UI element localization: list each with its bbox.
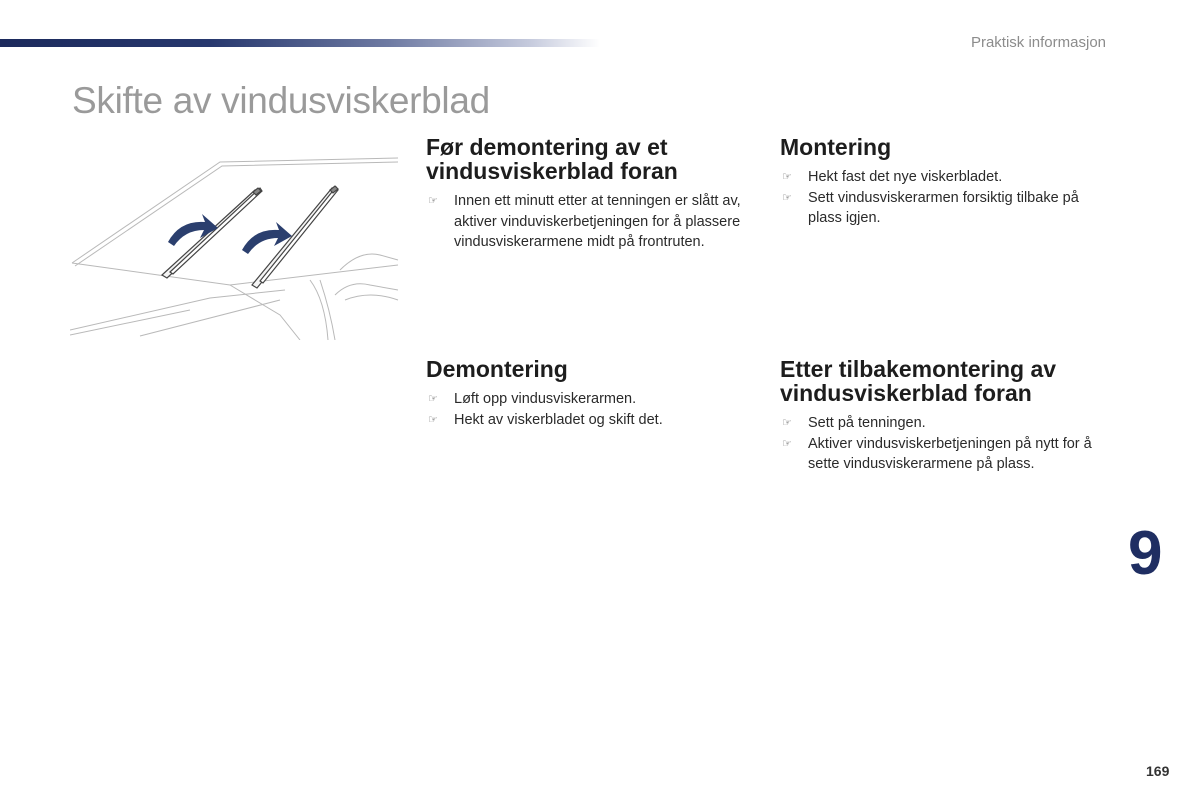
section-heading: Før demontering av et vindusviskerblad foran <box>426 134 678 184</box>
rotate-arrow-icon <box>168 214 218 246</box>
windshield-wiper-illustration <box>70 150 400 340</box>
section-heading: Etter tilbakemontering av vindusviskerblad foran <box>780 356 1057 406</box>
section-mounting <box>780 135 1110 229</box>
section-after-remounting <box>780 357 1110 475</box>
instruction-text: Aktiver vindusviskerbetjeningen på nytt for å sette vindusviskerarmene på plass. <box>808 435 1092 472</box>
section-heading: Demontering <box>426 356 568 382</box>
pointing-hand-icon: ☞ <box>782 171 792 183</box>
instruction-item <box>426 410 756 431</box>
instruction-list <box>780 167 1110 229</box>
pointing-hand-icon: ☞ <box>782 437 792 450</box>
section-before-removal <box>426 135 756 253</box>
section-heading: Montering <box>780 134 892 160</box>
instruction-list <box>780 413 1110 475</box>
pointing-hand-icon: ☞ <box>782 417 792 429</box>
instruction-list <box>426 389 756 430</box>
instruction-item <box>780 434 1110 475</box>
instruction-item <box>780 413 1110 434</box>
instruction-text: Hekt av viskerbladet og skift det. <box>454 411 663 428</box>
instruction-text: Innen ett minutt etter at tenningen er slått av, aktiver vinduviskerbetjeningen for å plassere vindusviskerarmene midt på frontruten. <box>454 193 741 250</box>
instruction-text: Løft opp vindusviskerarmen. <box>454 391 637 407</box>
pointing-hand-icon: ☞ <box>428 393 438 405</box>
section-label: Praktisk informasjon <box>970 34 1106 51</box>
pointing-hand-icon: ☞ <box>782 191 792 204</box>
instruction-item <box>780 167 1110 188</box>
instruction-text: Sett på tenningen. <box>808 415 926 431</box>
page-title: Skifte av vindusviskerblad <box>72 80 490 121</box>
instruction-item <box>426 389 756 410</box>
section-removal <box>426 357 756 430</box>
instruction-item <box>426 191 756 253</box>
header-gradient-bar <box>0 39 600 47</box>
instruction-text: Hekt fast det nye viskerbladet. <box>808 169 1003 185</box>
chapter-number: 9 <box>1128 519 1163 588</box>
instruction-item <box>780 188 1110 229</box>
instruction-list <box>426 191 756 253</box>
instruction-text: Sett vindusviskerarmen forsiktig tilbake på plass igjen. <box>808 189 1079 226</box>
pointing-hand-icon: ☞ <box>428 195 438 207</box>
pointing-hand-icon: ☞ <box>428 413 438 426</box>
page-number: 169 <box>1146 763 1170 779</box>
